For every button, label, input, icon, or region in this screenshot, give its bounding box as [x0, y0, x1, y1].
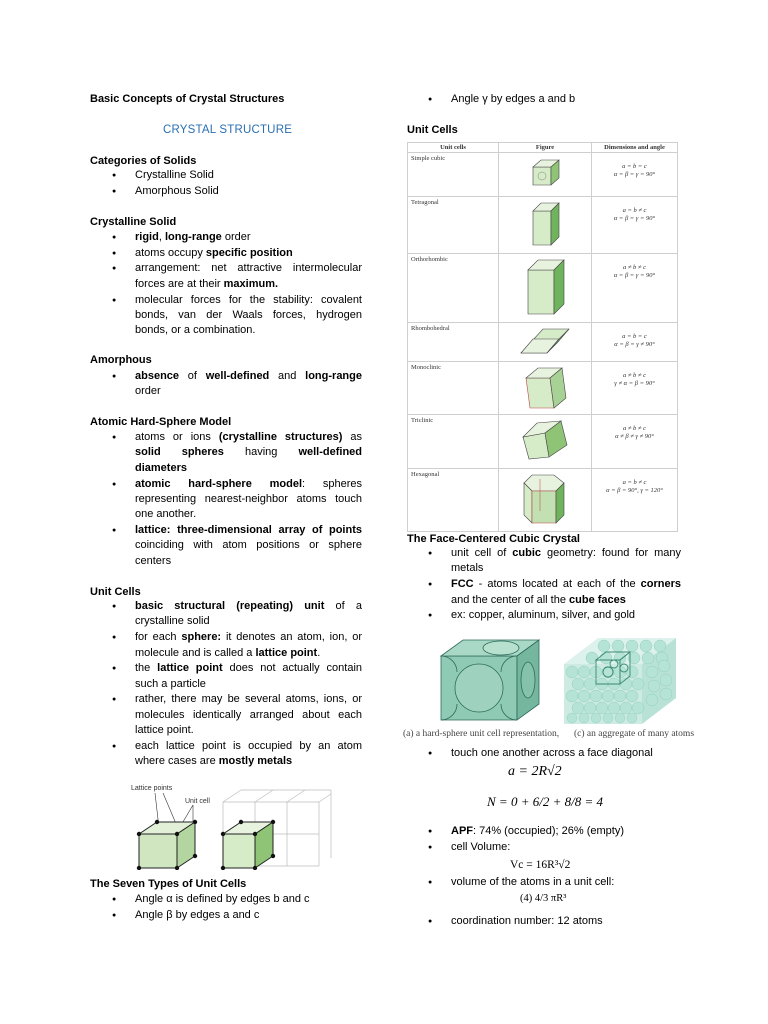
tetragonal-figure	[523, 199, 567, 249]
list-item: ● each lattice point is occupied by an atom where cases are mostly metals	[90, 739, 362, 770]
unitcells-heading: Unit Cells	[90, 586, 141, 598]
fcc-aggregate-figure	[562, 636, 678, 726]
list-item: ● cell Volume:	[406, 840, 681, 855]
rhombohedral-figure	[517, 325, 573, 357]
categories-list	[90, 168, 362, 199]
table-row: Hexagonal a = b ≠ c α = β = 90°, γ = 120°	[408, 469, 678, 532]
table-header: Dimensions and angle	[592, 143, 678, 153]
crystalline-heading: Crystalline Solid	[90, 216, 177, 228]
monoclinic-figure	[520, 364, 570, 410]
categories-heading: Categories of Solids	[90, 155, 197, 167]
equation-cell-volume: Vc = 16R³√2	[510, 859, 571, 871]
list-item: ● volume of the atoms in a unit cell:	[406, 875, 681, 890]
table-row: Simple cubic a = b = c α = β = γ = 90°	[408, 153, 678, 197]
table-row: Orthorhombic a ≠ b ≠ c α = β = γ = 90°	[408, 254, 678, 323]
triclinic-figure	[517, 417, 573, 461]
list-item: ● atoms or ions (crystalline structures) as solid spheres having well-defined diameters	[90, 430, 362, 476]
list-item: ● molecular forces for the stability: covalent bonds, van der Waals forces, hydrogen bonds, or a combination.	[90, 293, 362, 339]
list-item: ● Amorphous Solid	[90, 184, 362, 199]
table-row: Triclinic a ≠ b ≠ c α ≠ β ≠ γ ≠ 90°	[408, 415, 678, 469]
table-row: Monoclinic a ≠ b ≠ c γ ≠ α = β = 90°	[408, 362, 678, 415]
hexagonal-figure	[518, 471, 572, 527]
table-row: Tetragonal a = b ≠ c α = β = γ = 90°	[408, 197, 678, 254]
list-item: ● touch one another across a face diagonal	[406, 746, 681, 761]
list-item: ● Angle β by edges a and c	[90, 908, 362, 923]
list-item: ● arrangement: net attractive intermolecular forces are at their maximum.	[90, 261, 362, 292]
list-item: ● rigid, long-range order	[90, 230, 362, 245]
lattice-figure	[125, 778, 335, 870]
unit-cells-table-heading: Unit Cells	[407, 124, 458, 136]
fcc-list-5	[406, 914, 681, 930]
orthorhombic-figure	[520, 256, 570, 318]
list-item: ● coordination number: 12 atoms	[406, 914, 681, 929]
simple-cubic-figure	[525, 155, 565, 189]
hardsphere-heading: Atomic Hard-Sphere Model	[90, 416, 232, 428]
list-item: ● Angle γ by edges a and b	[406, 92, 686, 107]
equation-lattice-parameter: a = 2R√2	[508, 764, 562, 779]
list-item: ● absence of well-defined and long-range order	[90, 369, 362, 400]
list-item: ● APF: 74% (occupied); 26% (empty)	[406, 824, 681, 839]
list-item: ● FCC - atoms located at each of the corners and the center of all the cube faces	[406, 577, 681, 608]
unit-cell-label: Unit cell	[185, 798, 210, 805]
table-header: Figure	[499, 143, 592, 153]
fcc-list-4	[406, 875, 681, 891]
equation-atom-volume: (4) 4/3 πR³	[520, 893, 567, 904]
equation-atoms-per-cell: N = 0 + 6/2 + 8/8 = 4	[487, 794, 603, 809]
unitcells-list	[90, 599, 362, 770]
table-row: Rhombohedral a = b = c α = β = γ ≠ 90°	[408, 323, 678, 362]
fcc-heading: The Face-Centered Cubic Crystal	[407, 533, 580, 545]
fcc-list-3	[406, 824, 681, 855]
fcc-list-2	[406, 746, 681, 762]
fcc-caption-a: (a) a hard-sphere unit cell representation,	[403, 729, 560, 739]
lattice-points-label: Lattice points	[131, 785, 173, 792]
fcc-list	[406, 546, 681, 624]
section-title: CRYSTAL STRUCTURE	[163, 124, 293, 136]
crystalline-list	[90, 230, 362, 339]
seven-types-heading: The Seven Types of Unit Cells	[90, 878, 247, 890]
unit-cells-table	[407, 142, 678, 532]
amorphous-list	[90, 369, 362, 400]
list-item: ● rather, there may be several atoms, ions, or molecules identically arranged about each lattice point.	[90, 692, 362, 738]
list-item: ● Angle α is defined by edges b and c	[90, 892, 362, 907]
list-item: ● atoms occupy specific position	[90, 246, 362, 261]
page-title: Basic Concepts of Crystal Structures	[90, 93, 285, 105]
list-item: ● atomic hard-sphere model: spheres representing nearest-neighbor atoms touch one another.	[90, 477, 362, 523]
unit-cells-table-wrap	[407, 142, 678, 532]
fcc-caption-c: (c) an aggregate of many atoms	[574, 729, 695, 739]
list-item: ● basic structural (repeating) unit of a crystalline solid	[90, 599, 362, 630]
list-item: ● the lattice point does not actually contain such a particle	[90, 661, 362, 692]
angle-gamma-list	[406, 92, 686, 108]
seven-types-list	[90, 892, 362, 923]
amorphous-heading: Amorphous	[90, 354, 152, 366]
list-item: ● lattice: three-dimensional array of points coinciding with atom positions or sphere centers	[90, 523, 362, 569]
hardsphere-list	[90, 430, 362, 570]
list-item: ● Crystalline Solid	[90, 168, 362, 183]
list-item: ● for each sphere: it denotes an atom, ion, or molecule and is called a lattice point.	[90, 630, 362, 661]
list-item: ● ex: copper, aluminum, silver, and gold	[406, 608, 681, 623]
fcc-hard-sphere-figure	[437, 638, 547, 722]
list-item: ● unit cell of cubic geometry: found for many metals	[406, 546, 681, 577]
table-header: Unit cells	[408, 143, 499, 153]
